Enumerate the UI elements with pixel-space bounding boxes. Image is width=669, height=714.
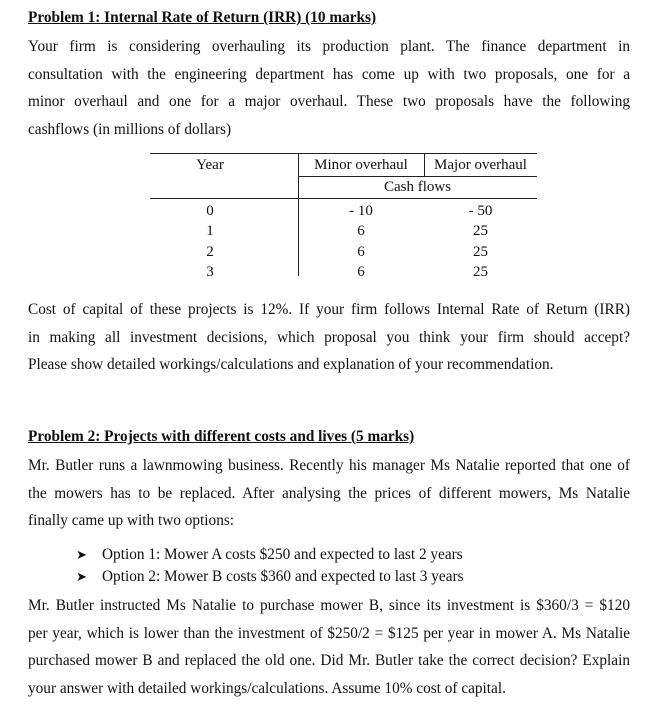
table-header-rule	[150, 198, 537, 199]
options-list	[76, 544, 464, 588]
problem1-heading: Problem 1: Internal Rate of Return (IRR) (10 marks)	[28, 9, 377, 26]
problem1-intro	[28, 33, 630, 143]
cell-year: 2	[206, 244, 214, 260]
problem1-intro-line: Your firm is considering overhauling its production plant. The finance department in	[28, 38, 630, 55]
option-text: Option 1: Mower A costs $250 and expected to last 2 years	[102, 546, 463, 563]
problem2-intro-line: Mr. Butler runs a lawnmowing business. Recently his manager Ms Natalie reported that one of	[28, 457, 630, 474]
problem2-intro-line: the mowers has to be replaced. After analysing the prices of different mowers, Ms Natalie	[28, 484, 630, 502]
table-header-row	[150, 155, 537, 175]
table-row	[150, 262, 537, 282]
arrow-bullet-icon: ➤	[76, 547, 87, 562]
col-header-minor: Minor overhaul	[314, 157, 408, 173]
cell-year: 1	[206, 223, 214, 239]
problem2-question-line: purchased mower B and replaced the old one. Did Mr. Butler take the correct decision? Explain	[28, 652, 630, 670]
problem1-intro-line: cashflows (in millions of dollars)	[28, 120, 232, 138]
arrow-bullet-icon: ➤	[76, 569, 87, 584]
table-mid-rule	[298, 176, 537, 177]
table-top-rule	[150, 153, 537, 154]
col-header-major: Major overhaul	[434, 157, 527, 173]
problem2-question-line: Mr. Butler instructed Ms Natalie to purchase mower B, since its investment is $360/3 = $120	[28, 597, 630, 614]
problem1-question-line: Cost of capital of these projects is 12%. If your firm follows Internal Rate of Return (IRR)	[28, 301, 630, 318]
table-divider-header	[424, 153, 425, 176]
cashflows-subheader: Cash flows	[383, 179, 452, 195]
cell-minor: 6	[357, 223, 365, 239]
problem2-intro-line: finally came up with two options:	[28, 512, 235, 530]
cell-minor: 6	[357, 264, 365, 280]
col-header-year: Year	[196, 157, 224, 173]
cell-major: 25	[473, 223, 488, 239]
table-row	[150, 201, 537, 221]
cell-minor: - 10	[349, 203, 373, 219]
problem1-question-line: Please show detailed workings/calculations and explanation of your recommendation.	[28, 356, 554, 374]
problem1-intro-line: minor overhaul and one for a major overhaul. These two proposals have the following	[28, 93, 630, 111]
cell-major: - 50	[468, 203, 493, 219]
cell-major: 25	[473, 244, 488, 260]
problem2-question-line: your answer with detailed workings/calculations. Assume 10% cost of capital.	[28, 679, 506, 697]
cell-year: 0	[206, 203, 214, 219]
problem1-intro-line: consultation with the engineering department has come up with two proposals, one for a	[28, 65, 630, 83]
problem1-question	[28, 296, 630, 379]
table-row	[150, 242, 537, 262]
table-row	[150, 221, 537, 241]
cell-minor: 6	[357, 244, 365, 260]
problem2-question	[28, 592, 630, 702]
option-text: Option 2: Mower B costs $360 and expected to last 3 years	[102, 568, 464, 585]
problem2-question-line: per year, which is lower than the investment of $250/2 = $125 per year in mower A. Ms Natalie	[28, 624, 630, 642]
problem2-intro	[28, 452, 630, 535]
cell-year: 3	[206, 264, 214, 280]
cell-major: 25	[473, 264, 488, 280]
list-item	[76, 566, 464, 588]
list-item	[76, 544, 464, 566]
problem1-question-line: in making all investment decisions, which proposal you think your firm should accept?	[28, 328, 630, 346]
problem2-heading: Problem 2: Projects with different costs and lives (5 marks)	[28, 428, 415, 445]
